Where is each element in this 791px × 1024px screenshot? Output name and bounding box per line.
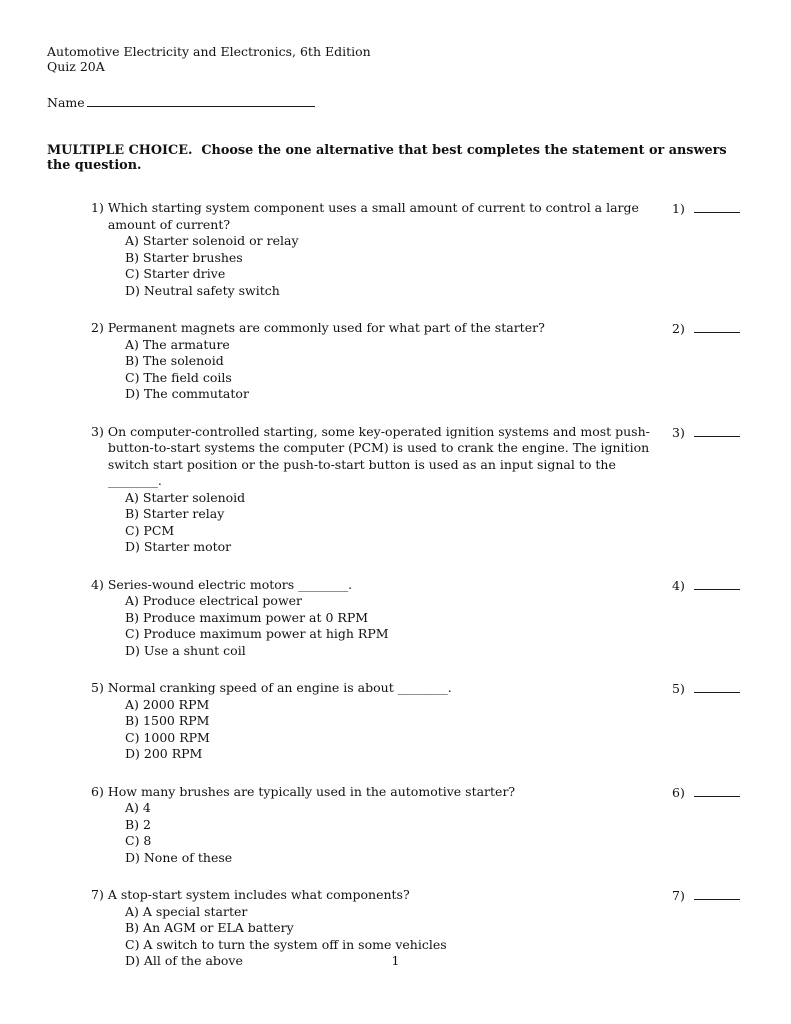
answer-number: 6)	[672, 784, 685, 800]
document-title: Automotive Electricity and Electronics, 6th Edition	[47, 44, 371, 59]
question-6	[91, 784, 745, 867]
choice-b: B) 1500 RPM	[125, 713, 210, 728]
choice-d: D) All of the above	[125, 953, 243, 968]
choice-list	[125, 337, 672, 403]
choice-d: D) Neutral safety switch	[125, 282, 280, 298]
answer-number: 7)	[672, 888, 685, 903]
name-label: Name	[47, 95, 85, 110]
answer-line	[694, 425, 740, 437]
page-number: 1	[391, 953, 400, 968]
choice-b: B) Starter brushes	[125, 249, 243, 265]
document-header	[47, 44, 745, 74]
choice-b: B) Produce maximum power at 0 RPM	[125, 609, 369, 625]
choice-b: B) The solenoid	[125, 353, 224, 368]
choice-d: D) Starter motor	[125, 539, 232, 554]
answer-number: 2)	[672, 321, 685, 336]
question-stem: Normal cranking speed of an engine is about ________.	[107, 680, 452, 695]
choice-b: B) An AGM or ELA battery	[125, 920, 294, 935]
choice-c: C) The field coils	[125, 369, 232, 385]
choice-list	[125, 800, 672, 866]
section-heading: MULTIPLE CHOICE. Choose the one alternative that best completes the statement or answers the question.	[47, 143, 732, 173]
question-number: 3)	[91, 423, 104, 439]
answer-line	[694, 201, 740, 213]
question-stem: On computer-controlled starting, some key-operated ignition systems and most push-button-to-start systems the computer (PCM) is used to crank the engine. The ignition switch start position or the push-to-start button is used as an input signal to the ________.	[107, 423, 650, 488]
choice-a: A) Starter solenoid or relay	[125, 233, 299, 248]
choice-a: A) A special starter	[125, 903, 248, 919]
choice-a: A) Starter solenoid	[125, 489, 246, 505]
choice-d: D) The commutator	[125, 386, 249, 401]
choice-a: A) 4	[125, 800, 151, 815]
question-4	[91, 577, 745, 660]
choice-c: C) Produce maximum power at high RPM	[125, 626, 389, 641]
question-stem: Permanent magnets are commonly used for what part of the starter?	[107, 320, 545, 335]
name-blank-line	[87, 94, 315, 107]
name-row	[47, 94, 745, 110]
question-2	[91, 320, 745, 403]
choice-d: D) Use a shunt coil	[125, 642, 246, 658]
answer-blank	[672, 201, 745, 218]
question-number: 4)	[91, 576, 104, 592]
answer-number: 4)	[672, 577, 685, 593]
question-stem: Series-wound electric motors ________.	[107, 576, 353, 592]
choice-list	[125, 233, 672, 299]
question-number: 6)	[91, 783, 104, 799]
answer-line	[694, 578, 740, 590]
question-3	[91, 424, 745, 556]
answer-blank	[672, 888, 745, 905]
answer-blank	[672, 785, 745, 802]
answer-blank	[672, 578, 745, 595]
question-number: 7)	[91, 887, 104, 902]
question-number: 5)	[91, 680, 104, 695]
answer-line	[694, 785, 740, 797]
quiz-number: Quiz 20A	[47, 59, 105, 74]
choice-c: C) PCM	[125, 522, 175, 538]
choice-list	[125, 697, 672, 763]
choice-c: C) A switch to turn the system off in some vehicles	[125, 936, 447, 952]
choice-d: D) None of these	[125, 849, 233, 865]
answer-line	[694, 888, 740, 900]
answer-number: 5)	[672, 681, 685, 696]
question-list	[91, 200, 745, 970]
question-1	[91, 200, 745, 299]
choice-a: A) 2000 RPM	[125, 696, 210, 712]
question-5	[91, 680, 745, 763]
answer-blank	[672, 681, 745, 698]
choice-c: C) Starter drive	[125, 266, 226, 281]
question-number: 2)	[91, 320, 104, 335]
choice-c: C) 1000 RPM	[125, 729, 210, 745]
choice-d: D) 200 RPM	[125, 746, 203, 761]
choice-list	[125, 593, 672, 659]
answer-line	[694, 321, 740, 333]
question-stem: A stop-start system includes what components?	[107, 887, 410, 902]
choice-list	[125, 490, 672, 556]
answer-blank	[672, 321, 745, 338]
choice-b: B) 2	[125, 816, 151, 832]
choice-a: A) The armature	[125, 336, 230, 352]
answer-number: 3)	[672, 424, 685, 440]
question-stem: Which starting system component uses a small amount of current to control a large amount of current?	[107, 200, 639, 232]
question-stem: How many brushes are typically used in the automotive starter?	[107, 783, 516, 799]
choice-b: B) Starter relay	[125, 506, 225, 521]
choice-a: A) Produce electrical power	[125, 593, 303, 608]
question-number: 1)	[91, 200, 104, 215]
choice-c: C) 8	[125, 833, 152, 848]
answer-line	[694, 681, 740, 693]
answer-number: 1)	[672, 201, 685, 216]
answer-blank	[672, 425, 745, 442]
